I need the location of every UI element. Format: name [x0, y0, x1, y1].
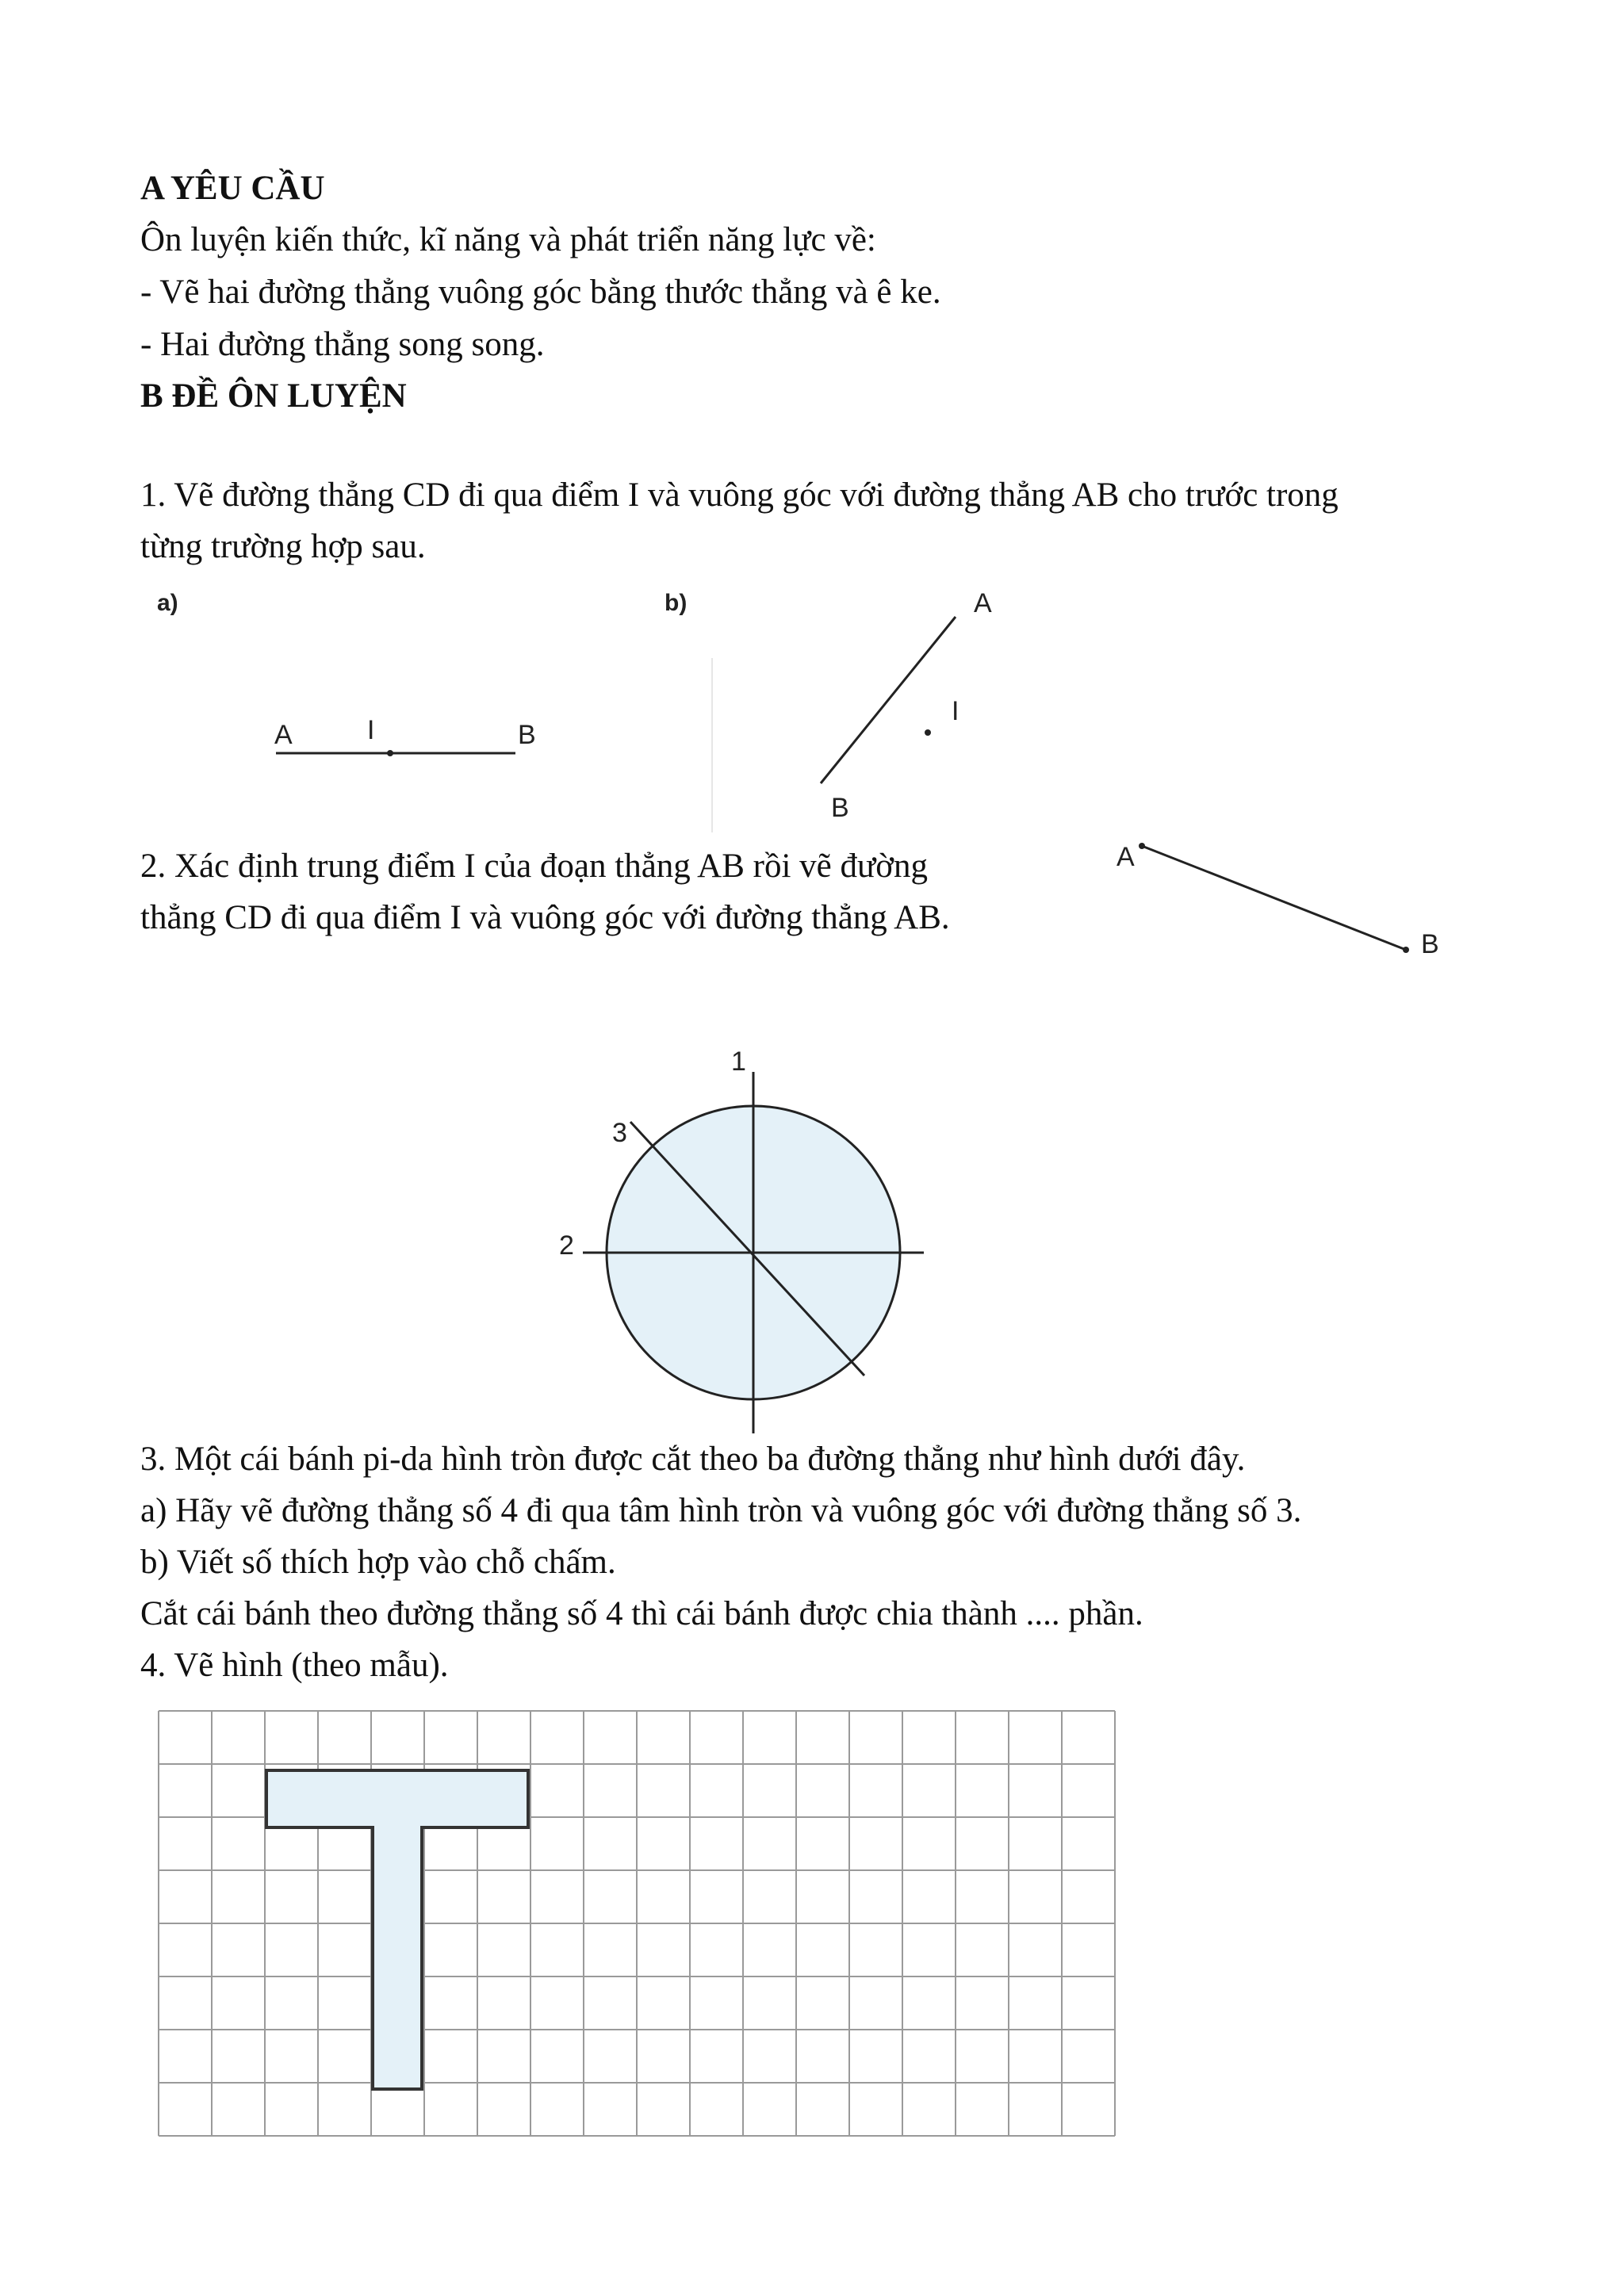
- q4-text-line-1: 4. Vẽ hình (theo mẫu).: [140, 1647, 449, 1684]
- pizza-figure: [523, 1039, 952, 1443]
- pizza-label-3: 3: [612, 1118, 627, 1148]
- pizza-label-1: 1: [731, 1047, 746, 1077]
- segment-ab: [821, 617, 956, 783]
- q1-figure-b: [650, 571, 1047, 832]
- q1-text-line-2: từng trường hợp sau.: [140, 528, 426, 565]
- q1-fig-b-label-b: B: [831, 793, 849, 823]
- q2-text-line-2: thẳng CD đi qua điểm I và vuông góc với đường thẳng AB.: [140, 899, 950, 936]
- q3-text-line-1: 3. Một cái bánh pi-da hình tròn được cắt theo ba đường thẳng như hình dưới đây.: [140, 1441, 1246, 1478]
- q1-fig-b-tag: b): [665, 590, 688, 616]
- point-i: [925, 729, 931, 736]
- q1-figure-a: [143, 571, 587, 832]
- segment-ab: [1142, 846, 1406, 950]
- q3-text-line-4: Cắt cái bánh theo đường thẳng số 4 thì cái bánh được chia thành .... phần.: [140, 1595, 1143, 1632]
- section-a-bullet-2: - Hai đường thẳng song song.: [140, 326, 545, 363]
- q2-text-line-1: 2. Xác định trung điểm I của đoạn thẳng AB rồi vẽ đường: [140, 848, 929, 885]
- q4-grid-figure: [151, 1705, 1134, 2149]
- q2-fig-label-b: B: [1421, 929, 1439, 959]
- section-b-heading: B ĐỀ ÔN LUYỆN: [140, 377, 407, 415]
- q1-fig-b-label-a: A: [974, 588, 992, 618]
- q1-fig-a-tag: a): [157, 590, 178, 616]
- section-a-heading: A YÊU CẦU: [140, 170, 325, 207]
- q3-text-line-3: b) Viết số thích hợp vào chỗ chấm.: [140, 1544, 616, 1581]
- q2-figure: [1110, 825, 1459, 967]
- q1-fig-a-label-i: I: [367, 715, 375, 745]
- pizza-label-2: 2: [559, 1230, 574, 1261]
- point-b: [1403, 947, 1409, 953]
- q3-text-line-2: a) Hãy vẽ đường thẳng số 4 đi qua tâm hình tròn và vuông góc với đường thẳng số 3.: [140, 1492, 1302, 1529]
- q1-text-line-1: 1. Vẽ đường thẳng CD đi qua điểm I và vuông góc với đường thẳng AB cho trước trong: [140, 476, 1339, 514]
- section-a-bullet-1: - Vẽ hai đường thẳng vuông góc bằng thước thẳng và ê ke.: [140, 274, 941, 311]
- q1-fig-b-label-i: I: [952, 696, 959, 726]
- q1-fig-a-label-b: B: [518, 720, 536, 750]
- q2-fig-label-a: A: [1116, 842, 1135, 872]
- section-a-intro: Ôn luyện kiến thức, kĩ năng và phát triển năng lực về:: [140, 221, 876, 258]
- point-a: [1139, 843, 1145, 849]
- q1-fig-a-label-a: A: [274, 720, 293, 750]
- t-shape: [266, 1770, 528, 2089]
- point-i: [387, 750, 393, 756]
